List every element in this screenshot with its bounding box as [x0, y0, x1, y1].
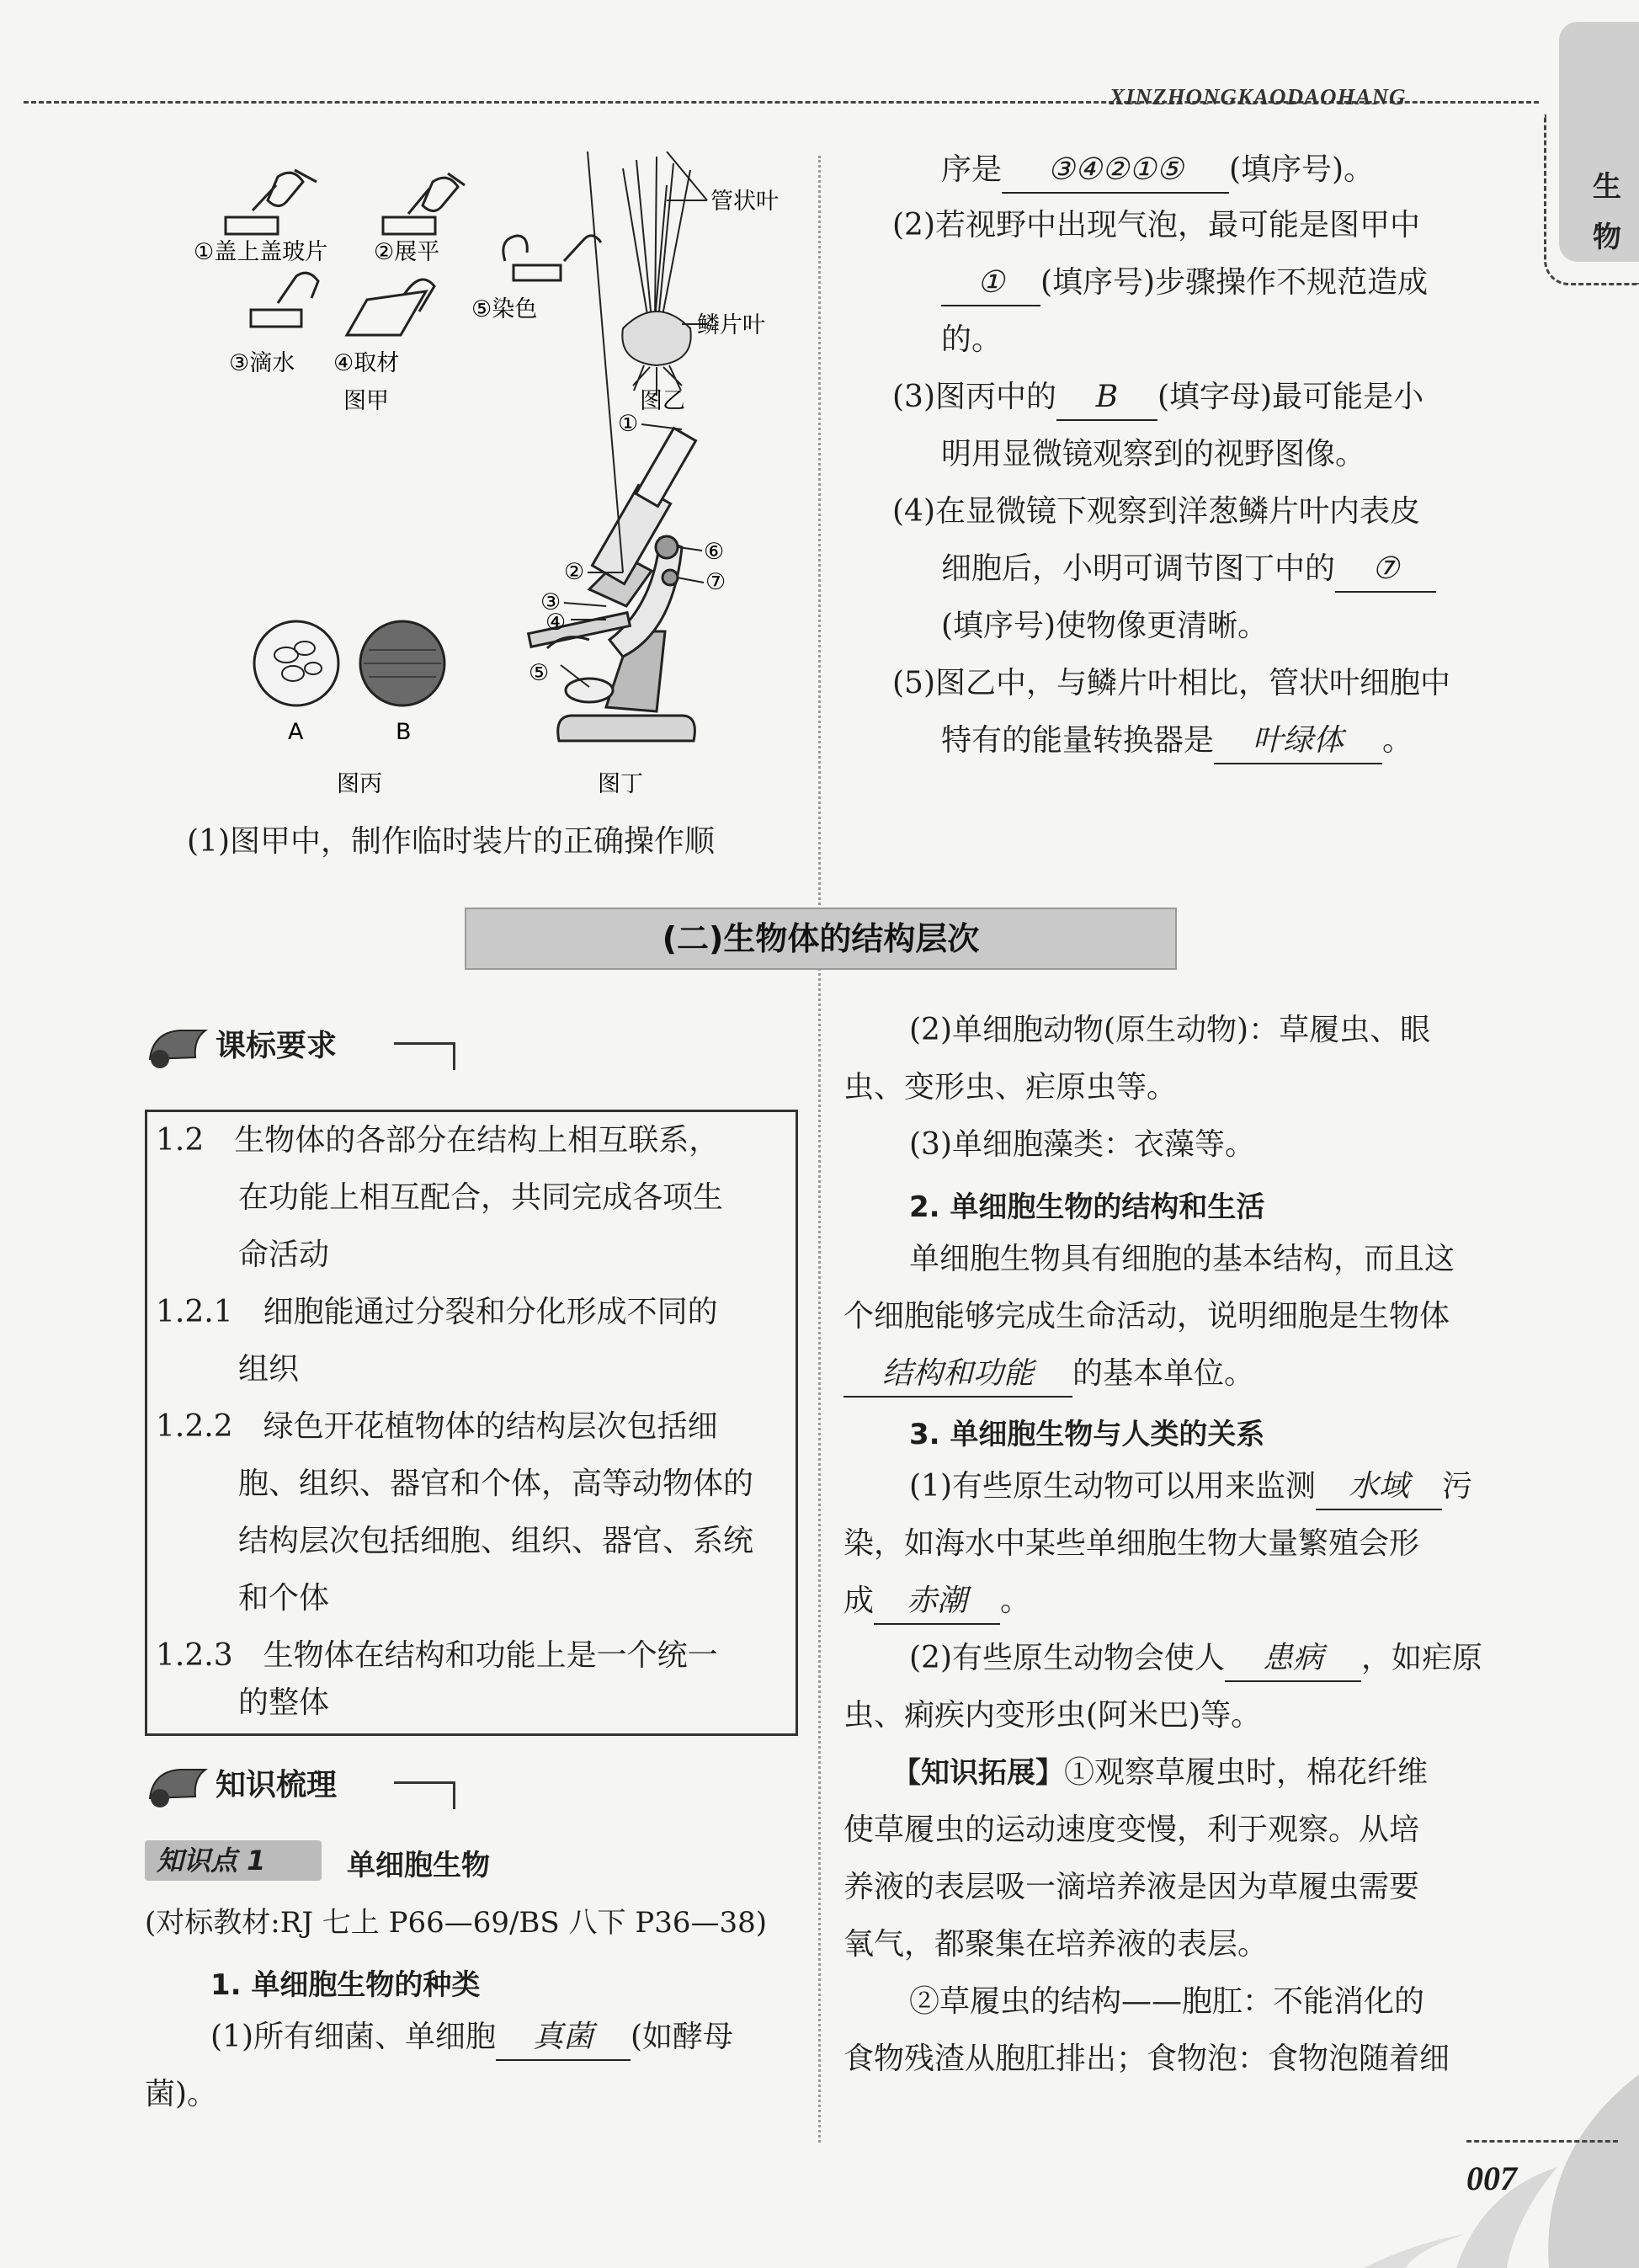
question-line: (4)在显微镜下观察到洋葱鳞片叶内表皮	[892, 494, 1420, 529]
subheading: 2. 单细胞生物的结构和生活	[909, 1190, 1265, 1224]
slide-icon	[251, 310, 301, 327]
section-banner: (二)生物体的结构层次	[465, 908, 1177, 970]
course-req-box	[145, 1110, 798, 1736]
req-line: 在功能上相互配合，共同完成各项生	[238, 1180, 724, 1215]
body-line: 养液的表层吸一滴培养液是因为草履虫需要	[843, 1870, 1420, 1904]
body-line: 使草履虫的运动速度变慢，利于观察。从培	[843, 1813, 1420, 1847]
figure-caption: 图甲	[343, 388, 389, 414]
question-line: (填序号)使物像更清晰。	[941, 609, 1269, 643]
slide-icon	[226, 217, 278, 234]
header-code: XINZHONGKAODAOHANG	[1110, 84, 1407, 109]
subheading: 1. 单细胞生物的种类	[210, 1968, 481, 2002]
onion-label: 管状叶	[710, 189, 779, 215]
knowledge-point-badge: 知识点 1	[145, 1840, 322, 1881]
column-divider	[818, 156, 821, 2143]
onion-plant-icon	[622, 157, 690, 396]
body-line: 成 赤潮 。	[843, 1573, 1030, 1630]
req-line: 1.2 生物体的各部分在结构上相互联系，	[156, 1123, 720, 1158]
req-line: 胞、组织、器官和个体，高等动物体的	[238, 1467, 754, 1501]
question-line: (5)图乙中，与鳞片叶相比，管状叶细胞中	[892, 666, 1450, 700]
question-line: 的。	[941, 322, 1003, 357]
page-number: 007	[1466, 2159, 1517, 2197]
microscope-label: ④	[545, 610, 567, 636]
question-line: 细胞后，小明可调节图丁中的 ⑦	[941, 540, 1436, 598]
question-line: (2)若视野中出现气泡，最可能是图甲中	[892, 208, 1420, 242]
answer-blank: 叶绿体	[1214, 719, 1382, 764]
question-line: (1)图甲中，制作临时装片的正确操作顺	[187, 824, 715, 859]
req-line: 组织	[238, 1352, 300, 1387]
figure-caption: 图丙	[337, 771, 382, 797]
knowledge-header	[145, 1756, 456, 1812]
req-line: 1.2.3 生物体在结构和功能上是一个统一	[156, 1638, 718, 1673]
answer-blank: ⑦	[1335, 547, 1436, 593]
step-label: ②展平	[374, 239, 440, 265]
answer-blank: 真菌	[496, 2015, 631, 2061]
slide-icon	[383, 217, 435, 234]
answer-blank: 结构和功能	[843, 1352, 1072, 1398]
question-line: ① (填序号)步骤操作不规范造成	[941, 254, 1428, 311]
question-line: (3)图丙中的 B (填字母)最可能是小	[892, 369, 1423, 426]
subject-tab-char: 生	[1593, 170, 1621, 204]
body-line: 虫、痢疾内变形虫(阿米巴)等。	[843, 1698, 1262, 1733]
figure-area	[152, 152, 808, 842]
body-line: (3)单细胞藻类：衣藻等。	[909, 1127, 1255, 1162]
step-label: ③滴水	[229, 350, 295, 376]
body-line: 染，如海水中某些单细胞生物大量繁殖会形	[843, 1526, 1420, 1561]
req-line: 结构层次包括细胞、组织、器官、系统	[238, 1524, 754, 1558]
body-line: (2)单细胞动物(原生动物)：草履虫、眼	[909, 1013, 1431, 1047]
body-line: 个细胞能够完成生命活动，说明细胞是生物体	[843, 1299, 1450, 1334]
hand-icon	[503, 236, 601, 261]
body-line: 虫、变形虫、疟原虫等。	[843, 1070, 1178, 1105]
microscope-label: ⑥	[704, 539, 725, 565]
body-line: (1)有些原生动物可以用来监测 水域 污	[909, 1458, 1472, 1515]
textbook-ref: (对标教材:RJ 七上 P66—69/BS 八下 P36—38)	[145, 1906, 767, 1940]
view-label: A	[288, 719, 304, 745]
req-line: 1.2.1 细胞能通过分裂和分化形成不同的	[156, 1295, 718, 1329]
microscope-label: ②	[564, 559, 585, 585]
body-line: ②草履虫的结构——胞肛：不能消化的	[909, 1984, 1425, 2019]
microscope-label: ⑦	[705, 569, 726, 595]
microscope-label: ⑤	[529, 660, 550, 686]
section-title: 课标要求	[216, 1029, 338, 1063]
question-line: 序是 ③④②①⑤ (填序号)。	[941, 141, 1374, 199]
hand-icon	[278, 273, 318, 303]
body-line: 单细胞生物具有细胞的基本结构，而且这	[909, 1242, 1455, 1276]
body-line: 食物残渣从胞肛排出；食物泡：食物泡随着细	[843, 2042, 1450, 2076]
hand-icon	[408, 178, 458, 214]
req-line: 的整体	[238, 1685, 330, 1720]
onion-label: 鳞片叶	[697, 312, 765, 338]
figure-caption: 图乙	[640, 388, 685, 414]
req-line: 1.2.2 绿色开花植物体的结构层次包括细	[156, 1409, 718, 1444]
body-line: 【知识拓展】①观察草履虫时，棉花纤维	[892, 1755, 1429, 1790]
question-line: 特有的能量转换器是 叶绿体 。	[941, 712, 1413, 769]
decorative-leaf-icon	[1330, 2046, 1639, 2268]
question-line: 明用显微镜观察到的视野图像。	[941, 437, 1366, 471]
answer-blank: B	[1056, 375, 1157, 421]
body-line: 结构和功能 的基本单位。	[843, 1345, 1254, 1403]
answer-blank: 患病	[1225, 1637, 1361, 1682]
microscope-label: ①	[618, 411, 639, 437]
onion-scale-icon	[347, 291, 426, 335]
req-line: 和个体	[238, 1581, 330, 1616]
microscope-label: ③	[540, 589, 561, 615]
figure-caption: 图丁	[598, 771, 643, 797]
hand-icon	[253, 173, 303, 210]
step-label: ①盖上盖玻片	[194, 239, 328, 265]
course-req-header	[145, 1017, 456, 1073]
body-line: 氧气，都聚集在培养液的表层。	[843, 1927, 1269, 1962]
scroll-icon	[145, 1022, 210, 1069]
scroll-icon	[145, 1761, 210, 1808]
subject-tab-char: 物	[1593, 221, 1621, 254]
slide-icon	[514, 265, 561, 280]
answer-blank: ③④②①⑤	[1002, 148, 1229, 194]
req-line: 命活动	[238, 1238, 330, 1272]
answer-blank: 水域	[1316, 1465, 1442, 1510]
subject-tab	[1559, 22, 1639, 262]
view-label: B	[396, 719, 412, 745]
hand-icon	[404, 280, 434, 311]
subheading: 3. 单细胞生物与人类的关系	[909, 1418, 1265, 1451]
answer-blank: ①	[941, 261, 1040, 306]
body-line: (2)有些原生动物会使人 患病 ，如疟原	[909, 1630, 1482, 1687]
step-label: ⑤染色	[471, 296, 538, 322]
answer-blank: 赤潮	[874, 1579, 1000, 1625]
body-line: (1)所有细菌、单细胞 真菌 (如酵母	[210, 2009, 733, 2066]
knowledge-point-title: 单细胞生物	[347, 1849, 490, 1882]
view-field-a	[254, 621, 338, 705]
microscope-icon	[529, 429, 696, 741]
footer-dashed-line	[1466, 2140, 1618, 2143]
step-label: ④取材	[333, 350, 400, 376]
section-title: 知识梳理	[216, 1768, 338, 1802]
body-line: 菌)。	[145, 2077, 218, 2111]
